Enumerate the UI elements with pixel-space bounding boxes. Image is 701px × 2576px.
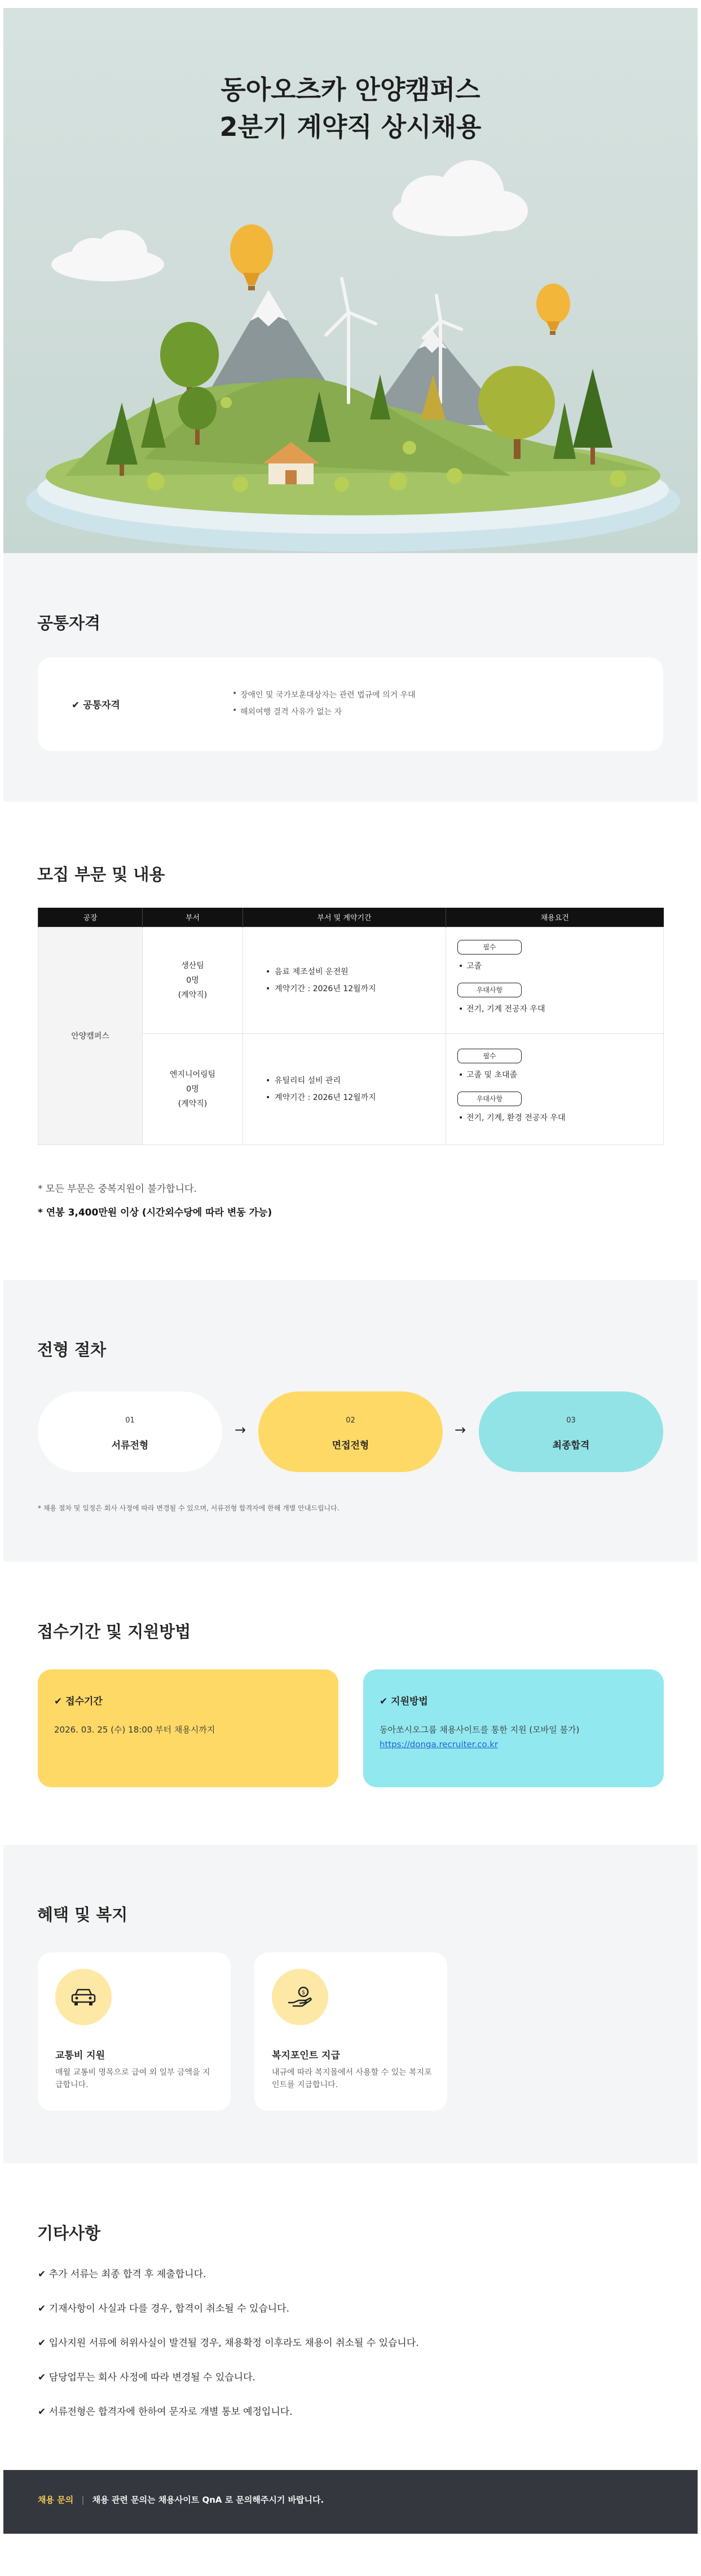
method-label: ✔ 지원방법 — [380, 1696, 428, 1707]
etc-section — [3, 2163, 698, 2470]
method-value: 동아쏘시오그룹 채용사이트를 통한 지원 (모바일 불가) — [380, 1725, 580, 1735]
list-item: ✔ 서류전형은 합격자에 한하여 문자로 개별 통보 예정입니다. — [38, 2406, 293, 2418]
dept-type: (계약직) — [178, 1099, 208, 1108]
preferred-badge: 우대사항 — [457, 1092, 522, 1106]
dept-cell — [143, 927, 243, 1033]
list-item: • 음료 제조설비 운전원 — [266, 964, 446, 980]
preferred-badge: 우대사항 — [457, 983, 522, 997]
step-number: 01 — [125, 1416, 135, 1425]
qualification-list — [232, 689, 416, 723]
section-title: 전형 절차 — [37, 1340, 107, 1359]
list-item: • 장애인 및 국가보훈대상자는 관련 법규에 의거 우대 — [232, 689, 416, 700]
dept-type: (계약직) — [178, 990, 208, 1000]
footer-contact — [38, 2494, 324, 2506]
benefit-desc: 매월 교통비 명목으로 급여 외 일부 금액을 지급합니다. — [55, 2068, 210, 2089]
common-qualification-section — [3, 553, 698, 802]
section-title: 기타사항 — [37, 2224, 101, 2243]
coin-hand-icon — [272, 1969, 328, 2025]
period-card — [38, 1669, 338, 1787]
recruitment-table — [38, 908, 664, 1145]
qualification-card — [38, 657, 663, 751]
benefit-title: 교통비 지원 — [55, 2050, 105, 2061]
dept-headcount: 0명 — [186, 1084, 199, 1094]
apply-section — [3, 1562, 698, 1845]
list-item: ✔ 담당업무는 회사 사정에 따라 변경될 수 있습니다. — [38, 2372, 255, 2383]
hero-title-line1: 동아오츠카 안양캠퍼스 — [221, 74, 480, 105]
duty-cell — [243, 927, 446, 1033]
column-header: 부서 — [143, 908, 243, 927]
benefits-section — [3, 1845, 698, 2163]
list-item: ✔ 기재사항이 사실과 다를 경우, 합격이 취소될 수 있습니다. — [38, 2303, 289, 2314]
dept-cell — [143, 1033, 243, 1145]
column-header: 채용요건 — [446, 908, 664, 927]
footer-text: 채용 관련 문의는 채용사이트 QnA 로 문의해주시기 바랍니다. — [92, 2495, 324, 2505]
step-number: 03 — [566, 1416, 576, 1425]
table-row — [38, 927, 664, 1033]
list-item: • 유틸리티 설비 관리 — [266, 1072, 446, 1089]
footer — [3, 2470, 698, 2534]
column-header: 공장 — [38, 908, 143, 927]
section-title: 접수기간 및 지원방법 — [37, 1622, 191, 1641]
salary-note: * 연봉 3,400만원 이상 (시간외수당에 따라 변동 가능) — [38, 1207, 272, 1218]
dept-name: 생산팀 — [181, 961, 204, 970]
hero-title — [3, 71, 698, 145]
recruit-note: * 모든 부문은 중복지원이 불가합니다. — [38, 1183, 197, 1195]
list-item: • 계약기간 : 2026년 12월까지 — [266, 980, 446, 997]
benefit-title: 복지포인트 지급 — [272, 2050, 340, 2061]
recruit-site-link[interactable]: https://donga.recruiter.co.kr — [380, 1739, 499, 1749]
required-item: • 고졸 — [457, 958, 652, 975]
recruitment-section — [3, 802, 698, 1280]
footer-separator: | — [81, 2495, 85, 2505]
car-icon — [55, 1969, 112, 2025]
benefit-card — [254, 1952, 447, 2111]
process-note: * 채용 절차 및 일정은 회사 사정에 따라 변경될 수 있으며, 서류전형 합격자에 한해 개별 안내드립니다. — [38, 1504, 340, 1512]
arrow-right-icon: → — [455, 1422, 466, 1438]
section-title: 모집 부문 및 내용 — [37, 865, 165, 884]
period-value: 2026. 03. 25 (수) 18:00 부터 채용시까지 — [54, 1725, 215, 1735]
list-item: • 해외여행 결격 사유가 없는 자 — [232, 706, 416, 717]
footer-tag: 채용 문의 — [38, 2495, 74, 2505]
step-number: 02 — [346, 1416, 355, 1425]
required-item: • 고졸 및 초대졸 — [457, 1067, 652, 1084]
section-title: 혜택 및 복지 — [37, 1905, 128, 1924]
list-item: ✔ 입사지원 서류에 허위사실이 발견될 경우, 채용확정 이후라도 채용이 취소될 수 있습니다. — [38, 2338, 419, 2349]
etc-list — [38, 2266, 419, 2438]
hero-title-line2: 2분기 계약직 상시채용 — [219, 112, 482, 142]
duty-cell — [243, 1033, 446, 1145]
list-item: • 계약기간 : 2026년 12월까지 — [266, 1089, 446, 1106]
process-step-3 — [479, 1391, 663, 1472]
arrow-right-icon: → — [235, 1422, 246, 1438]
requirement-cell — [446, 927, 664, 1033]
step-name: 면접전형 — [332, 1440, 369, 1451]
dept-headcount: 0명 — [186, 975, 199, 985]
preferred-item: • 전기, 기계, 환경 전공자 우대 — [457, 1110, 652, 1126]
qualification-label: ✔ 공통자격 — [72, 700, 120, 711]
method-card — [363, 1669, 664, 1787]
process-step-2 — [258, 1391, 443, 1472]
campus-cell: 안양캠퍼스 — [38, 927, 143, 1145]
required-badge: 필수 — [457, 940, 522, 955]
benefit-card — [38, 1952, 231, 2111]
benefit-desc: 내규에 따라 복지몰에서 사용할 수 있는 복지포인트를 지급합니다. — [272, 2068, 432, 2089]
svg-text:$: $ — [301, 1990, 306, 1996]
preferred-item: • 전기, 기계 전공자 우대 — [457, 1001, 652, 1018]
list-item: ✔ 추가 서류는 최종 합격 후 제출합니다. — [38, 2269, 206, 2280]
hero-banner — [3, 8, 698, 553]
step-name: 서류전형 — [111, 1440, 149, 1451]
required-badge: 필수 — [457, 1049, 522, 1063]
dept-name: 엔지니어링팀 — [169, 1070, 216, 1079]
process-section — [3, 1280, 698, 1562]
column-header: 부서 및 계약기간 — [243, 908, 446, 927]
section-title: 공통자격 — [37, 613, 101, 633]
step-name: 최종합격 — [552, 1440, 590, 1451]
process-step-1 — [38, 1391, 222, 1472]
requirement-cell — [446, 1033, 664, 1145]
period-label: ✔ 접수기간 — [54, 1696, 103, 1707]
